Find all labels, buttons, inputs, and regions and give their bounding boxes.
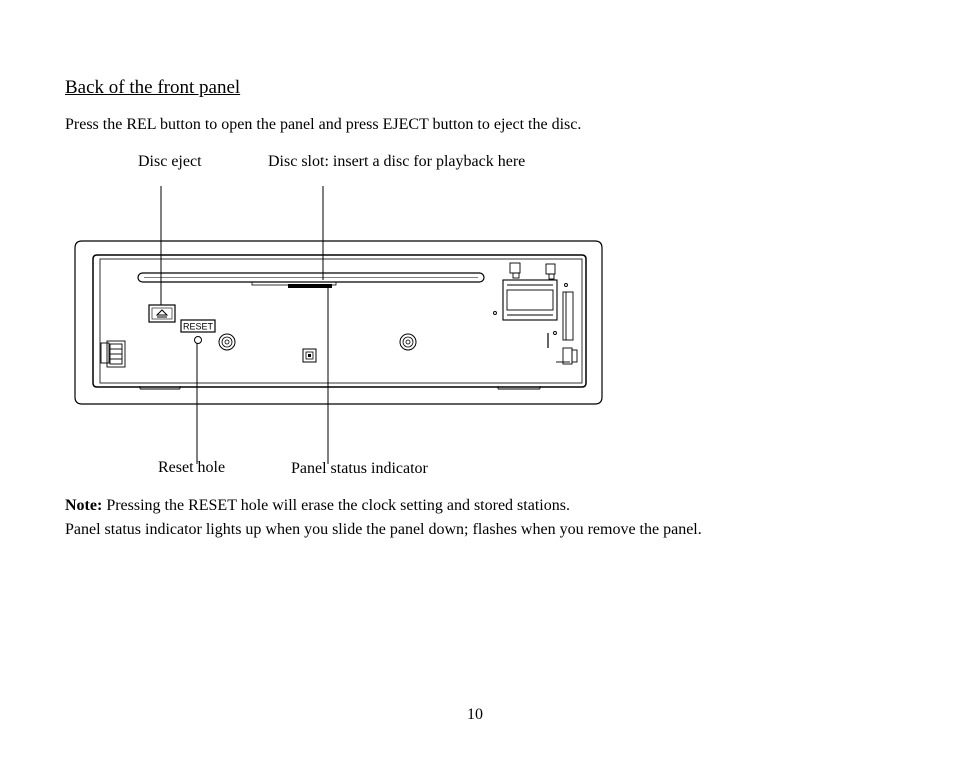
note-paragraph: [65, 497, 570, 515]
page-number: 10: [467, 706, 483, 723]
note-label: Note:: [65, 497, 103, 514]
screw-left: [219, 334, 235, 350]
right-connector: [494, 263, 578, 364]
screw-right: [400, 334, 416, 350]
section-heading: Back of the front panel: [65, 77, 241, 98]
note-text: Pressing the RESET hole will erase the clock setting and stored stations.: [102, 497, 570, 514]
disc-slot-label: Disc slot: insert a disc for playback here: [268, 153, 526, 170]
reset-hole-label: Reset hole: [158, 459, 226, 476]
reset-button-text: RESET: [182, 321, 214, 332]
intro-paragraph: Press the REL button to open the panel and press EJECT button to eject the disc.: [65, 116, 582, 133]
panel-status-label: Panel status indicator: [291, 460, 428, 477]
left-connector: [101, 341, 125, 367]
eject-button: [149, 305, 175, 322]
disc-slot: [138, 273, 484, 288]
indicator-note-paragraph: Panel status indicator lights up when you slide the panel down; flashes when you remove the panel.: [65, 521, 702, 538]
reset-hole: [195, 337, 202, 344]
disc-eject-label: Disc eject: [138, 153, 202, 170]
reset-button: [181, 320, 215, 332]
panel-status-indicator: [303, 349, 316, 362]
